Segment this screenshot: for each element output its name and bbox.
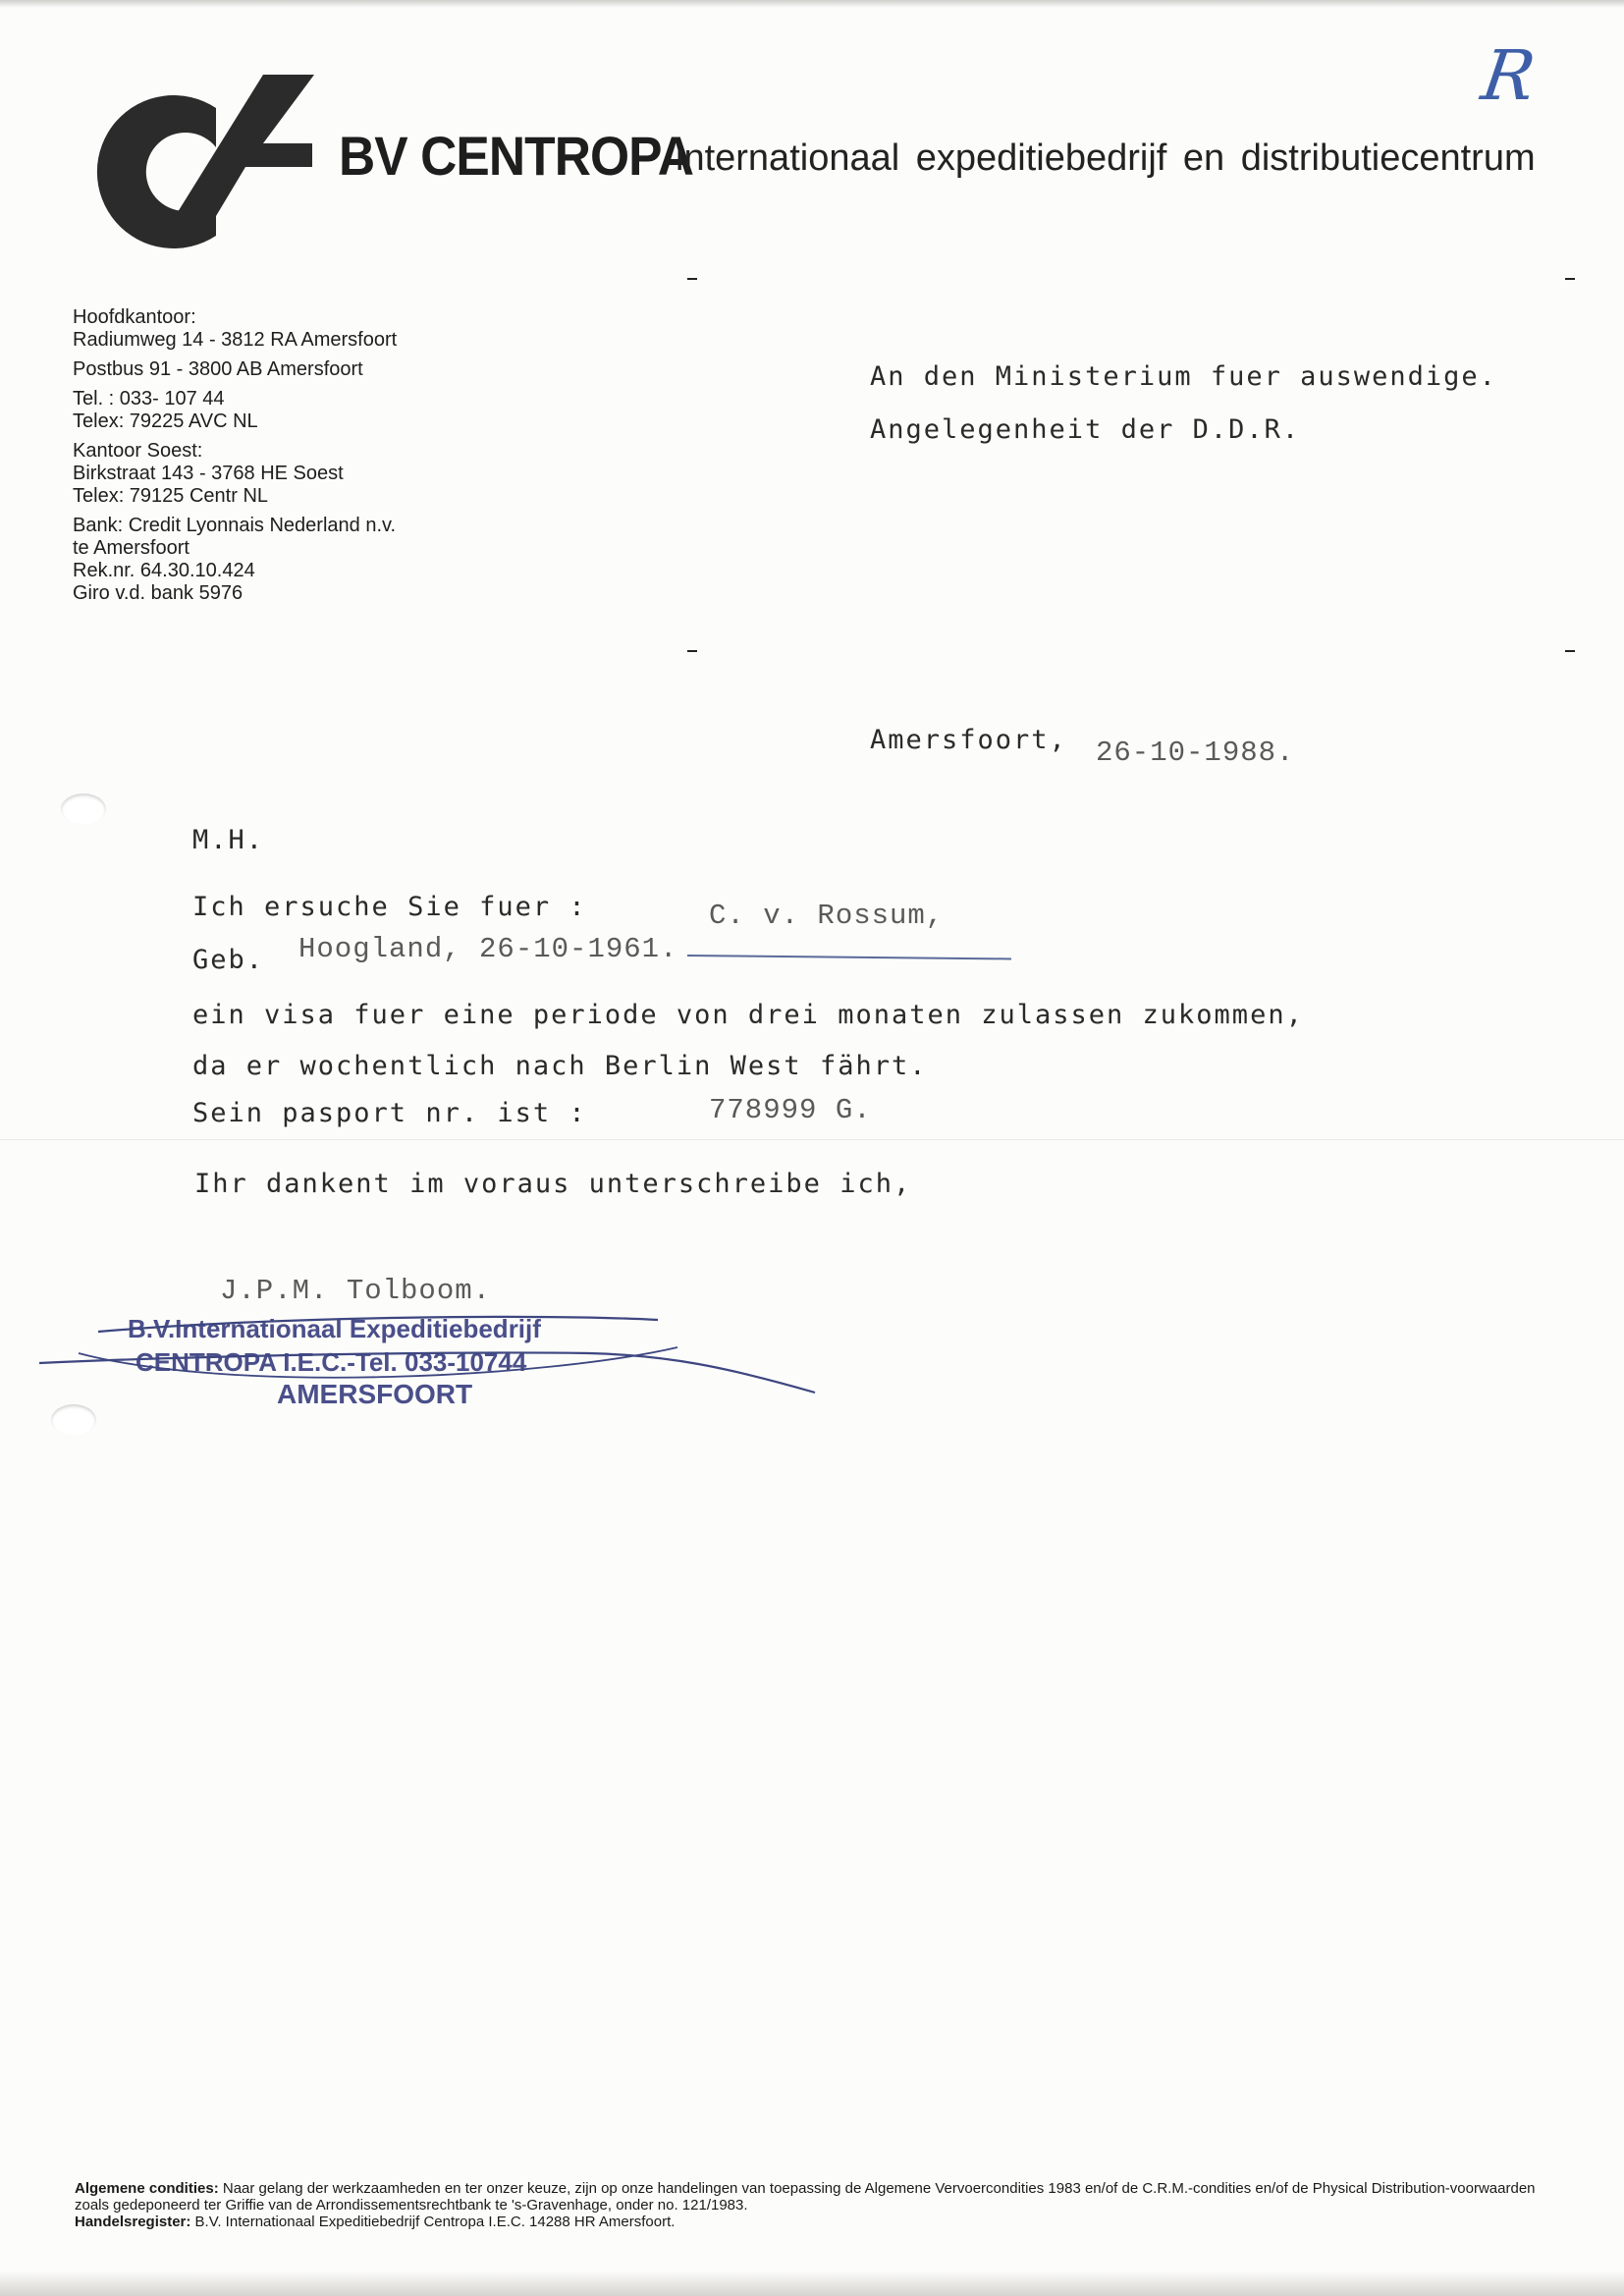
passport-label: Sein pasport nr. ist : — [192, 1098, 587, 1128]
date-place: Amersfoort, — [870, 725, 1067, 755]
bank-location: te Amersfoort — [73, 537, 189, 559]
underline-mark — [687, 955, 1011, 959]
salutation: M.H. — [192, 825, 265, 855]
company-stamp — [39, 1296, 825, 1414]
bank-giro: Giro v.d. bank 5976 — [73, 582, 244, 604]
signature-scribble-icon — [39, 1296, 825, 1414]
stamp-line-2: CENTROPA I.E.C.-Tel. 033-10744 — [135, 1347, 527, 1377]
legal-footer — [75, 2180, 1557, 2230]
register-label: Handelsregister: — [75, 2214, 191, 2230]
head-office-label: Hoofdkantoor: — [73, 306, 196, 328]
reason-line: da er wochentlich nach Berlin West fährt. — [192, 1051, 928, 1081]
person-name: C. v. Rossum, — [709, 900, 945, 932]
soest-office-label: Kantoor Soest: — [73, 440, 203, 462]
window-mark — [687, 650, 697, 652]
conditions-text: Naar gelang der werkzaamheden en ter onzer keuze, zijn op onze handelingen van toepassing de Algemene Vervoercondities 1983 en/of de C.R.M.-condities en/of de Physical Distribution-voorwaarden zoals gedeponeerd ter Griffie van de Arrondissementsrechtbank te 's-Gravenhage, onder no. 121/1983. — [75, 2180, 1536, 2214]
soest-office-telex: Telex: 79125 Centr NL — [73, 485, 269, 507]
birth-info: Hoogland, 26-10-1961. — [298, 933, 678, 965]
paper-top-edge — [0, 0, 1624, 8]
bank-line: Bank: Credit Lyonnais Nederland n.v. — [73, 515, 397, 536]
head-office-tel: Tel. : 033- 107 44 — [73, 388, 225, 410]
recipient-line-1: An den Ministerium fuer auswendige. — [870, 361, 1497, 392]
stamp-line-1: B.V.Internationaal Expeditiebedrijf — [128, 1314, 541, 1343]
company-tagline: internationaal expeditiebedrijf en distributiecentrum — [676, 137, 1536, 179]
punch-hole — [61, 793, 106, 825]
signatory-name: J.P.M. Tolboom. — [220, 1275, 492, 1307]
paper-fold-crease — [0, 1139, 1624, 1140]
head-office-postbus: Postbus 91 - 3800 AB Amersfoort — [73, 358, 363, 380]
company-address-block — [73, 306, 397, 612]
conditions-label: Algemene condities: — [75, 2180, 219, 2197]
window-mark — [687, 278, 697, 280]
centropa-logo-icon — [69, 69, 324, 265]
paper-bottom-edge — [0, 2270, 1624, 2296]
head-office-telex: Telex: 79225 AVC NL — [73, 410, 258, 432]
visa-line: ein visa fuer eine periode von drei monaten zulassen zukommen, — [192, 1000, 1304, 1030]
stamp-line-3: AMERSFOORT — [277, 1379, 473, 1409]
register-text: B.V. Internationaal Expeditiebedrijf Centropa I.E.C. 14288 HR Amersfoort. — [194, 2214, 676, 2230]
closing-line: Ihr dankent im voraus unterschreibe ich, — [194, 1169, 912, 1199]
soest-office-address: Birkstraat 143 - 3768 HE Soest — [73, 463, 344, 484]
passport-number: 778999 G. — [709, 1094, 872, 1126]
birth-label: Geb. — [192, 945, 265, 975]
bank-account: Rek.nr. 64.30.10.424 — [73, 560, 255, 581]
request-line: Ich ersuche Sie fuer : — [192, 892, 587, 922]
window-mark — [1565, 278, 1575, 280]
punch-hole — [51, 1404, 96, 1436]
window-mark — [1565, 650, 1575, 652]
head-office-address: Radiumweg 14 - 3812 RA Amersfoort — [73, 329, 398, 351]
company-name: BV CENTROPA — [339, 125, 694, 187]
handwritten-mark: R — [1477, 35, 1541, 116]
recipient-line-2: Angelegenheit der D.D.R. — [870, 414, 1301, 445]
date-value: 26-10-1988. — [1096, 737, 1295, 769]
